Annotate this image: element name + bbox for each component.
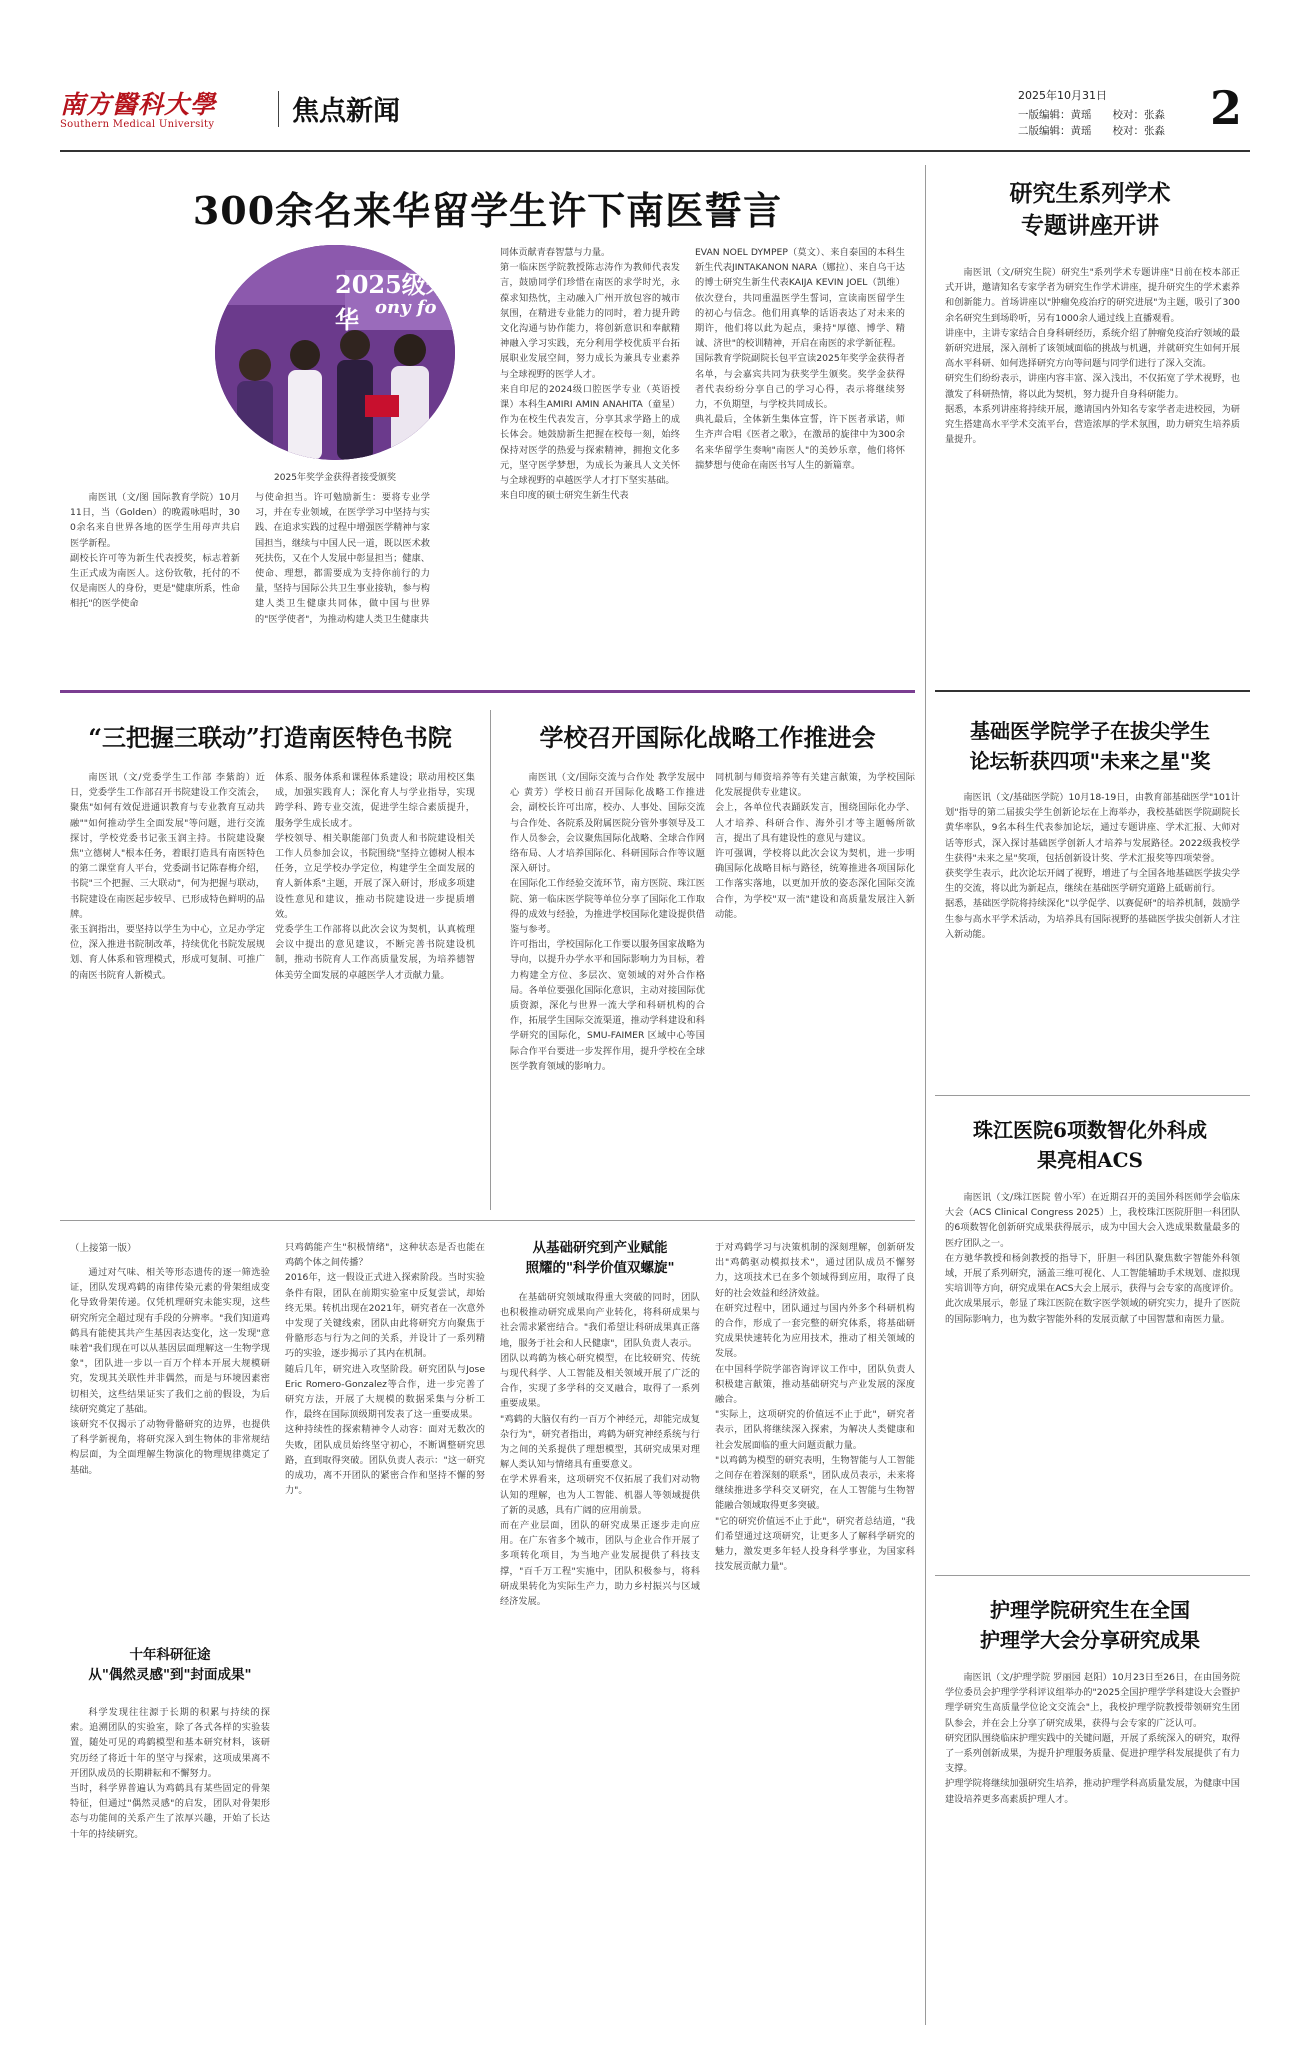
column-rule-mid <box>490 710 491 1210</box>
masthead-rule <box>60 150 1250 152</box>
research-subhead-2: 从基础研究到产业赋能 照耀的"科学价值双螺旋" <box>525 1240 675 1276</box>
sidebar-lecture-headline: 研究生系列学术 专题讲座开讲 <box>1009 180 1171 239</box>
research-col-2: 只鸡鹤能产生"积极情绪"，这种状态是否也能在鸡鹤个体之间传播？ 2016年，这一假设正式进入探索阶段。当时实验条件有限，团队在前期实验室中反复尝试，却始终无果。转机出现在2021年，研究者在一次意外中发现了关键线索，团队由此将研究方向聚焦于骨骼形态与行为之间的关系，并设计了一系列精巧的实验，逐步揭示了其内在机制。 随后几年，研究进入攻坚阶段。研究团队与Jose Eric Romero-Gonzalez等合作，进一步完善了研究方法，开展了大规模的数据采集与分析工作，最终在国际顶级期刊发表了这一重要成果。 这种持续性的探索精神令人动容：面对无数次的失败，团队成员始终坚守初心，不断调整研究思路，直到取得突破。团队负责人表示："这一研究的成功，离不开团队的紧密合作和坚持不懈的努力"。 <box>285 1242 485 1497</box>
photo-caption: 2025年奖学金获得者接受颁奖 <box>274 473 396 483</box>
sidebar-rule-2 <box>935 1095 1250 1096</box>
column-rule-main <box>925 165 926 2025</box>
research-subhead-1: 十年科研征途 从"偶然灵感"到"封面成果" <box>88 1647 252 1683</box>
sidebar-lecture-text: 南医讯（文/研究生院）研究生"系列学术专题讲座"日前在校本部正式开讲，邀请知名专家学者为研究生作学术讲座，提升研究生的学术素养和创新能力。首场讲座以"肿瘤免疫治疗的研究进展"为主题，吸引了300余名研究生到场聆听，另有1000余人通过线上直播观看。 讲座中，主讲专家结合自身科研经历，系统介绍了肿瘤免疫治疗领域的最新研究进展，深入剖析了该领域面临的挑战与机遇，并就研究生如何开展高水平科研、如何选择研究方向等问题与同学们进行了深入交流。 研究生们纷纷表示，讲座内容丰富、深入浅出，不仅拓宽了学术视野，也激发了科研热情，将以此为契机，努力提升自身科研能力。 据悉，本系列讲座将持续开展，邀请国内外知名专家学者走进校园，为研究生搭建高水平学术交流平台，营造浓厚的学术氛围，助力研究生培养质量提升。 <box>945 267 1240 446</box>
sidebar-rule-3 <box>935 1575 1250 1576</box>
photo-banner-text: 2025级来华 <box>335 270 450 334</box>
research-col-1b: 科学发现往往源于长期的积累与持续的探索。追溯团队的实验室，除了各式各样的实验装置，随处可见的鸡鹤模型和基本研究材料，该研究历经了将近十年的坚守与探索，这项成果离不开团队成员的长期耕耘和不懈努力。 当时，科学界普遍认为鸡鹤具有某些固定的骨架特征，但通过"偶然灵感"的启发，团队对骨架形态与功能间的关系产生了浓厚兴趣，开始了长达十年的持续研究。 <box>70 1707 270 1840</box>
university-name: 南方醫科大學 <box>60 90 217 119</box>
masthead <box>60 81 1250 145</box>
editor-credits-1: 一版编辑：黄瑶 校对：张淼 <box>1018 109 1165 121</box>
lead-bottom-rule <box>60 690 915 693</box>
sidebar-acs-headline: 珠江医院6项数智化外科成 果亮相ACS <box>973 1118 1207 1172</box>
research-col-4: 于对鸡鹤学习与决策机制的深刻理解，创新研发出"鸡鹤驱动模拟技术"，通过团队成员不懈努力，这项技术已在多个领域得到应用，取得了良好的社会效益和经济效益。 在研究过程中，团队通过与国内外多个科研机构的合作，形成了一套完整的研究体系，将基础研究成果快速转化为应用技术，推动了相关领域的发展。 在中国科学院学部咨询评议工作中，团队负责人积极建言献策，推动基础研究与产业发展的深度融合。 "实际上，这项研究的价值远不止于此"，研究者表示，团队将继续深入探索，为解决人类健康和社会发展面临的重大问题贡献力量。 "以鸡鹤为模型的研究表明，生物智能与人工智能之间存在着深刻的联系"，团队成员表示，未来将继续推进多学科交叉研究，在人工智能与生物智能融合领域取得更多突破。 "它的研究价值远不止于此"，研究者总结道，"我们希望通过这项研究，让更多人了解科学研究的魅力，激发更多年轻人投身科学事业，为国家科技发展贡献力量"。 <box>715 1242 915 1573</box>
university-logo <box>60 85 216 130</box>
research-col-1: 通过对气味、相关等形态遗传的逐一筛选验证，团队发现鸡鹤的南律传染元素的骨架组成变化导致骨架传递。仅凭机理研究未能实现，这些研究所完全超过现有手段的分辨率。"我们知道鸡鹤具有能使其共产生基因表达变化，这一发现"意味着"我们现在可以从基因层面理解这一生物学现象"，团队进一步以一百万个样本开展大规模研究，发现其关联性并非偶然，而是与环境因素密切相关，这些结果证实了我们之前的假设，为后续研究奠定了基础。 该研究不仅揭示了动物骨骼研究的边界，也提供了科学新视角，将研究深入到生物体的非常规结构层面，为全面理解生物演化的物理规律奠定了基础。 <box>70 1267 270 1476</box>
library-col-1: 南医讯（文/党委学生工作部 李紫韵）近日，党委学生工作部召开书院建设工作交流会，聚焦"如何有效促进通识教育与专业教育互动共融""如何推动学生全面发展"等问题，进行交流探讨，学校党委书记张玉润主持。书院建设聚焦"立德树人"根本任务，着眼打造具有南医特色的第二课堂育人平台，党委副书记陈春梅介绍，书院"三个把握、三大联动"，何为把握与联动，书院建设在南医起步较早、已形成特色鲜明的品牌。 张玉润指出，要坚持以学生为中心，立足办学定位，深入推进书院制改革，持续优化书院发展规划、育人体系和管理模式，形成可复制、可推广的南医书院育人新模式。 <box>70 772 265 981</box>
issue-date: 2025年10月31日 <box>1018 89 1107 102</box>
mid-rule <box>60 1220 915 1221</box>
lead-col-1: 南医讯（文/图 国际教育学院）10月11日，当（Golden）的晚霞咏唱时，300余名来自世界各地的医学生用母声共启医学新程。 副校长许可等为新生代表授奖，标志着新生正式成为南医人。这份钦敬，托付的不仅是南医人的身份，更是"健康所系，性命相托"的医学使命 <box>70 492 240 610</box>
lead-photo <box>215 245 455 460</box>
section-divider <box>278 91 279 127</box>
continued-note: （上接第一版） <box>70 1243 137 1254</box>
editor-credits-2: 二版编辑：黄瑶 校对：张淼 <box>1018 125 1165 137</box>
library-col-2: 体系、服务体系和课程体系建设；联动用校区集成，加强实践育人；深化育人与学业指导，实现跨学科、跨专业交流，促进学生综合素质提升，服务学生成长成才。 学校领导、相关职能部门负责人和书院建设相关工作人员参加会议，书院围绕"坚持立德树人根本任务，立足学校办学定位，构建学生全面发展的育人新体系"主题，开展了深入研讨，形成多项建设性意见和建议，推动书院建设进一步提质增效。 党委学生工作部将以此次会议为契机，认真梳理会议中提出的意见建议，不断完善书院建设机制，推动书院育人工作高质量发展，为培养德智体美劳全面发展的卓越医学人才贡献力量。 <box>275 772 475 981</box>
lead-col-2: 与使命担当。许可勉励新生：要将专业学习，并在专业领域，在医学学习中坚持与实践、在追求实践的过程中增强医学精神与家国担当，继续与中国人民一道，既以医术救死扶伤，又在个人发展中彰显担当；健康、使命、理想，都需要成为支持你前行的力量，坚持与国际公共卫生事业接轨，参与构建人类卫生健康共同体，做中国与世界的"医学使者"，为推动构建人类卫生健康共 <box>255 492 430 625</box>
university-name-en: Southern Medical University <box>60 119 215 130</box>
sidebar-acs-text: 南医讯（文/珠江医院 曾小军）在近期召开的美国外科医师学会临床大会（ACS Clinical Congress 2025）上，我校珠江医院肝胆一科团队的6项数智化创新研究成果获得展示，成为中国大会入选成果数量最多的医疗团队之一。 在方驰华教授和杨剑教授的指导下，肝胆一科团队聚焦数字智能外科领域，开展了系列研究，涵盖三维可视化、人工智能辅助手术规划、虚拟现实培训等方向，研究成果在ACS大会上展示，获得与会专家的高度评价。 此次成果展示，彰显了珠江医院在数字医学领域的研究实力，提升了医院的国际影响力，也为数字智能外科的发展贡献了中国智慧和南医力量。 <box>945 1192 1240 1325</box>
page-number: 2 <box>1210 81 1243 135</box>
intl-col-1: 南医讯（文/国际交流与合作处 教学发展中心 黄芳）学校日前召开国际化战略工作推进会，副校长许可出席，校办、人事处、国际交流与合作处、各院系及附属医院分管外事领导及工作人员参会，会议聚焦国际化战略、全球合作网络布局、人才培养国际化、科研国际合作等议题深入研讨。 在国际化工作经验交流环节，南方医院、珠江医院、第一临床医学院等单位分享了国际化工作取得的成效与经验，为推进学校国际化建设提供借鉴与参考。 许可指出，学校国际化工作要以服务国家战略为导向，以提升办学水平和国际影响力为目标，着力构建全方位、多层次、宽领域的对外合作格局。各单位要强化国际化意识，主动对接国际优质资源，深化与世界一流大学和科研机构的合作，拓展学生国际交流渠道，推动学科建设和科学研究的国际化，SMU-FAIMER 区域中心等国际合作平台要进一步发挥作用，提升学校在全球医学教育领域的影响力。 <box>510 772 705 1072</box>
intl-headline: 学校召开国际化战略工作推进会 <box>539 723 876 752</box>
lead-col-4: EVAN NOEL DYMPEP（莫文）、来自泰国的本科生新生代表JINTAKANON NARA（娜拉）、来自乌干达的博士研究生新生代表KAIJA KEVIN JOEL（凯维）依次登台，共同重温医学生誓词，宣读南医留学生的初心与信念。他们用真挚的话语表达了对未来的期许，他们将以此为起点，秉持"厚德、博学、精诚、济世"的校训精神，开启在南医的求学新征程。 国际教育学院副院长包平宣读2025年奖学金获得者名单，与会嘉宾共同为获奖学生颁奖。奖学金获得者代表纷纷分享自己的学习心得，表示将继续努力，不负期望，与学校共同成长。 典礼最后，全体新生集体宣誓，许下医者承诺，师生齐声合唱《医者之歌》，在激昂的旋律中为300余名来华留学生奏响"南医人"的美妙乐章，他们将怀揣梦想与使命在南医书写人生的新篇章。 <box>695 247 905 471</box>
research-col-3: 在基础研究领域取得重大突破的同时，团队也积极推动研究成果向产业转化，将科研成果与社会需求紧密结合。"我们希望让科研成果真正落地，服务于社会和人民健康"，团队负责人表示。 团队以鸡鹤为核心研究模型，在比较研究、传统与现代科学、人工智能及相关领域开展了广泛的合作，实现了多学科的交叉融合，取得了一系列重要成果。 "鸡鹤的大脑仅有约一百万个神经元，却能完成复杂行为"，研究者指出，鸡鹤为研究神经系统与行为之间的关系提供了理想模型，其研究成果对理解人类认知与情绪具有重要意义。 在学术界看来，这项研究不仅拓展了我们对动物认知的理解，也为人工智能、机器人等领域提供了新的灵感，具有广阔的应用前景。 而在产业层面，团队的研究成果正逐步走向应用。在广东省多个城市，团队与企业合作开展了多项转化项目，为当地产业发展提供了科技支撑，"百千万工程"实施中，团队积极参与，将科研成果转化为实际生产力，助力乡村振兴与区域经济发展。 <box>500 1292 700 1608</box>
sidebar-nursing-headline: 护理学院研究生在全国 护理学大会分享研究成果 <box>980 1598 1200 1652</box>
lead-col-3: 同体贡献青春智慧与力量。 第一临床医学院教授陈志涛作为教师代表发言，鼓励同学们珍惜在南医的求学时光，永葆求知热忱，主动融入广州开放包容的城市氛围，在精进专业能力的同时，着力提升跨文化沟通与协作能力，将创新意识和奉献精神融入学习实践，充分利用学校优质平台拓展职业发展空间，努力成长为兼具专业素养与全球视野的医学人才。 来自印尼的2024级口腔医学专业（英语授课）本科生AMIRI AMIN ANAHITA（童星）作为在校生代表发言，分享其求学路上的成长体会。她鼓励新生把握在校每一刻，始终保持对医学的热爱与探索精神，拥抱文化多元，坚守医学梦想，为成长为兼具人文关怀与全球视野的卓越医学人才打下坚实基础。 来自印度的硕士研究生新生代表 <box>500 247 680 502</box>
sidebar-star-headline: 基础医学院学子在拔尖学生 论坛斩获四项"未来之星"奖 <box>969 719 1211 773</box>
photo-banner-text-2: ony fo <box>375 297 437 318</box>
library-headline: “三把握三联动”打造南医特色书院 <box>88 723 452 752</box>
sidebar-star-text: 南医讯（文/基础医学院）10月18-19日，由教育部基础医学"101计划"指导的第二届拔尖学生创新论坛在上海举办，我校基础医学院副院长黄华率队，9名本科生代表参加论坛，通过专题讲座、学术汇报、大师对话等形式，深入探讨基础医学创新人才培养与发展路径。2022级我校学生获得"未来之星"奖项，包括创新设计奖、学术汇报奖等四项荣誉。 获奖学生表示，此次论坛开阔了视野，增进了与全国各地基础医学拔尖学生的交流，将以此为新起点，继续在基础医学研究道路上砥砺前行。 据悉，基础医学院将持续深化"以学促学、以赛促研"的培养机制，鼓励学生参与高水平学术活动，为培养具有国际视野的基础医学拔尖创新人才注入新动能。 <box>945 792 1240 940</box>
section-title: 焦点新闻 <box>292 96 400 127</box>
sidebar-nursing-text: 南医讯（文/护理学院 罗丽园 赵阳）10月23日至26日，在由国务院学位委员会护理学学科评议组举办的"2025全国护理学学科建设大会暨护理学研究生高质量学位论文交流会"上，我校护理学院教授带领研究生团队参会，并在会上分享了研究成果，获得与会专家的广泛认可。 研究团队围绕临床护理实践中的关键问题，开展了系统深入的研究，取得了一系列创新成果，为提升护理服务质量、促进护理学科发展提供了有力支撑。 护理学院将继续加强研究生培养，推动护理学科高质量发展，为健康中国建设培养更多高素质护理人才。 <box>945 1672 1240 1805</box>
intl-col-2: 同机制与师资培养等有关建言献策，为学校国际化发展提供专业建议。 会上，各单位代表踊跃发言，围绕国际化办学、人才培养、科研合作、海外引才等主题畅所欲言，提出了具有建设性的意见与建议。 许可强调，学校将以此次会议为契机，进一步明确国际化战略目标与路径，统筹推进各项国际化工作落实落地，以更加开放的姿态深化国际交流合作，为学校"双一流"建设和高质量发展注入新动能。 <box>715 772 915 920</box>
lead-headline: 300余名来华留学生许下南医誓言 <box>192 188 783 233</box>
sidebar-rule-1 <box>935 690 1250 692</box>
